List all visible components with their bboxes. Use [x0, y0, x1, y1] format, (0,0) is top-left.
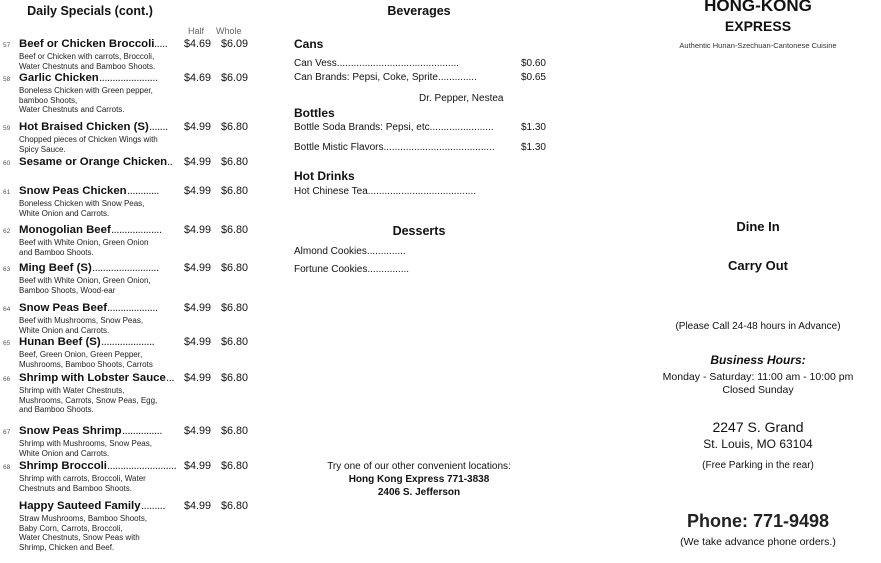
item-name: Snow Peas Shrimp — [19, 425, 122, 437]
item-number: 62 — [3, 228, 11, 235]
item-description: Water Chestnuts and Bamboo Shoots. — [19, 61, 156, 71]
item-description: Chopped pieces of Chicken Wings with — [19, 135, 158, 144]
price-column-headers — [0, 26, 262, 38]
half-price: $4.99 — [184, 425, 212, 437]
item-number: 66 — [3, 376, 11, 383]
item-number: 59 — [3, 125, 11, 132]
daily-specials-column — [0, 0, 262, 563]
menu-item-line — [0, 302, 262, 316]
half-price: $4.69 — [184, 38, 212, 50]
menu-item — [0, 156, 262, 170]
restaurant-name: HONG-KONG — [704, 0, 812, 15]
dot-leader: ..... — [154, 38, 168, 50]
item-name: Monogolian Beef — [19, 224, 111, 236]
menu-item — [0, 121, 262, 154]
item-description: and Bamboo Shoots. — [19, 247, 94, 257]
item-name: Happy Sauteed Family — [19, 500, 141, 512]
item-description: Water Chestnuts and Carrots. — [19, 105, 125, 115]
item-name: Hot Braised Chicken (S) — [19, 121, 149, 133]
menu-item-line — [0, 224, 262, 238]
item-description: White Onion and Carrots. — [19, 325, 110, 335]
item-description: Mushrooms, Bamboo Shoots, Carrots — [19, 359, 153, 369]
whole-price: $6.09 — [221, 38, 249, 50]
item-description: Spicy Sauce. — [19, 144, 66, 154]
item-description: and Bamboo Shoots. — [19, 405, 94, 415]
half-price: $4.99 — [184, 372, 212, 384]
half-price: $4.99 — [184, 185, 212, 197]
dot-leader: ............ — [127, 185, 159, 197]
cans-extra: Dr. Pepper, Nestea — [419, 93, 504, 104]
whole-price: $6.80 — [221, 425, 249, 437]
menu-item-line — [0, 185, 262, 199]
closed-note: Closed Sunday — [722, 384, 794, 396]
half-price: $4.99 — [184, 156, 212, 168]
whole-price: $6.80 — [221, 460, 249, 472]
item-description: Straw Mushrooms, Bamboo Shoots, — [19, 514, 148, 523]
item-description: Beef, Green Onion, Green Pepper, — [19, 350, 143, 359]
address-city: St. Louis, MO 63104 — [703, 437, 813, 451]
whole-price: $6.80 — [221, 121, 249, 133]
dot-leader: ......................... — [92, 262, 159, 274]
daily-specials-title: Daily Specials (cont.) — [27, 4, 153, 18]
dot-leader: ... — [166, 372, 174, 384]
cans-heading: Cans — [294, 37, 324, 51]
parking-note: (Free Parking in the rear) — [702, 460, 814, 471]
address-street: 2247 S. Grand — [712, 419, 804, 435]
phone-number: Phone: 771-9498 — [686, 511, 830, 531]
whole-price: $6.09 — [221, 72, 249, 84]
menu-item-line — [0, 336, 262, 350]
tagline: Authentic Hunan-Szechuan-Cantonese Cuisine — [679, 41, 837, 50]
half-label: Half — [188, 26, 205, 36]
bottles-heading: Bottles — [294, 106, 335, 120]
dot-leader: ......... — [141, 500, 165, 512]
half-price: $4.99 — [184, 302, 212, 314]
restaurant-info-column — [640, 0, 876, 563]
call-note: (Please Call 24-48 hours in Advance) — [675, 321, 841, 332]
menu-line: Bottle Mistic Flavors........................................ $1.30 — [294, 142, 546, 153]
hours-title: Business Hours: — [710, 353, 806, 367]
menu-item-line — [0, 460, 262, 474]
item-number: 64 — [3, 306, 11, 313]
dot-leader: .......................... — [107, 460, 177, 472]
item-name: Sesame or Orange Chicken — [19, 156, 168, 168]
item-number: 57 — [3, 42, 11, 49]
half-price: $4.99 — [184, 336, 212, 348]
item-description: Beef with White Onion, Green Onion — [19, 238, 149, 247]
menu-item-line — [0, 500, 262, 514]
item-description: Mushrooms, Carrots, Snow Peas, Egg, — [19, 395, 158, 405]
menu-item — [0, 262, 262, 295]
item-name: Shrimp with Lobster Sauce — [19, 372, 166, 384]
half-price: $4.69 — [184, 72, 212, 84]
item-description: White Onion and Carrots. — [19, 448, 110, 458]
dine-in: Dine In — [736, 219, 780, 234]
item-name: Hunan Beef (S) — [19, 336, 101, 348]
dot-leader: ....... — [149, 121, 168, 133]
item-name: Shrimp Broccoli — [19, 460, 107, 472]
item-description: Boneless Chicken with Green pepper, — [19, 86, 153, 95]
item-number: 67 — [3, 429, 11, 436]
whole-price: $6.80 — [221, 262, 249, 274]
menu-line: Hot Chinese Tea....................................... — [294, 186, 477, 197]
menu-item — [0, 336, 262, 369]
menu-item-line — [0, 121, 262, 135]
hot-drinks-heading: Hot Drinks — [294, 169, 355, 183]
phone-note: (We take advance phone orders.) — [680, 536, 836, 548]
menu-line: Can Brands: Pepsi, Coke, Sprite.............. $0.65 — [294, 72, 546, 83]
menu-item — [0, 500, 262, 552]
half-price: $4.99 — [184, 224, 212, 236]
menu-line: Bottle Soda Brands: Pepsi, etc....................... $1.30 — [294, 122, 546, 133]
half-price: $4.99 — [184, 500, 212, 512]
menu-item-line — [0, 72, 262, 86]
dot-leader: ................... — [111, 224, 162, 236]
whole-price: $6.80 — [221, 302, 249, 314]
whole-price: $6.80 — [221, 156, 249, 168]
item-name: Ming Beef (S) — [19, 262, 92, 274]
item-number: 65 — [3, 340, 11, 347]
menu-item — [0, 302, 262, 335]
item-name: Garlic Chicken — [19, 72, 99, 84]
menu-item — [0, 72, 262, 115]
item-description: Beef with Mushrooms, Snow Peas, — [19, 316, 144, 325]
item-description: Shrimp with Water Chestnuts, — [19, 386, 125, 395]
menu-item — [0, 38, 262, 71]
item-name: Snow Peas Beef — [19, 302, 107, 314]
beverages-column — [288, 0, 550, 563]
menu-item-line — [0, 262, 262, 276]
item-description: Shrimp, Chicken and Beef. — [19, 542, 115, 552]
restaurant-name-line2: EXPRESS — [724, 18, 792, 34]
menu-item — [0, 224, 262, 257]
whole-label: Whole — [216, 26, 242, 36]
item-description: White Onion and Carrots. — [19, 208, 110, 218]
item-name: Snow Peas Chicken — [19, 185, 127, 197]
locations-intro: Try one of our other convenient locations: — [327, 461, 511, 472]
menu-line: Fortune Cookies............... — [294, 264, 410, 275]
dot-leader: ............... — [122, 425, 162, 437]
item-description: Bamboo Shoots, Wood-ear — [19, 285, 116, 295]
menu-item-line — [0, 372, 262, 386]
item-name: Beef or Chicken Broccoli — [19, 38, 155, 50]
item-description: Shrimp with Mushrooms, Snow Peas, — [19, 439, 152, 448]
item-description: Beef or Chicken with carrots, Broccoli, — [19, 52, 155, 61]
menu-line: Can Vess............................................ $0.60 — [294, 58, 546, 69]
menu-line: Almond Cookies.............. — [294, 246, 406, 257]
item-number: 60 — [3, 160, 11, 167]
beverages-title: Beverages — [387, 4, 451, 18]
carry-out: Carry Out — [728, 258, 788, 273]
other-location: Hong Kong Express 771-3838 — [348, 474, 490, 485]
other-location-address: 2406 S. Jefferson — [377, 487, 461, 498]
menu-item-line — [0, 425, 262, 439]
dot-leader: .. — [167, 156, 173, 168]
menu-item — [0, 185, 262, 218]
half-price: $4.99 — [184, 121, 212, 133]
menu-item — [0, 425, 262, 458]
desserts-title: Desserts — [392, 224, 446, 238]
item-description: Chestnuts and Bamboo Shoots. — [19, 483, 132, 493]
half-price: $4.99 — [184, 460, 212, 472]
menu-item-line — [0, 38, 262, 52]
menu-item — [0, 372, 262, 415]
item-number: 68 — [3, 464, 11, 471]
half-price: $4.99 — [184, 262, 212, 274]
item-number: 63 — [3, 266, 11, 273]
whole-price: $6.80 — [221, 224, 249, 236]
item-description: Beef with White Onion, Green Onion, — [19, 276, 151, 285]
whole-price: $6.80 — [221, 185, 249, 197]
hours-line: Monday - Saturday: 11:00 am - 10:00 pm — [662, 371, 854, 383]
item-description: Baby Corn, Carrots, Broccoli, — [19, 523, 123, 533]
whole-price: $6.80 — [221, 500, 249, 512]
item-number: 61 — [3, 189, 11, 196]
item-description: Shrimp with carrots, Broccoli, Water — [19, 474, 146, 483]
whole-price: $6.80 — [221, 372, 249, 384]
item-description: Water Chestnuts, Snow Peas with — [19, 533, 140, 543]
item-number: 58 — [3, 76, 11, 83]
item-description: bamboo Shoots, — [19, 95, 78, 105]
whole-price: $6.80 — [221, 336, 249, 348]
menu-item — [0, 460, 262, 493]
menu-item-line — [0, 156, 262, 170]
item-description: Boneless Chicken with Snow Peas, — [19, 199, 145, 208]
dot-leader: ...................... — [99, 72, 158, 84]
dot-leader: ................... — [107, 302, 158, 314]
dot-leader: .................... — [101, 336, 155, 348]
